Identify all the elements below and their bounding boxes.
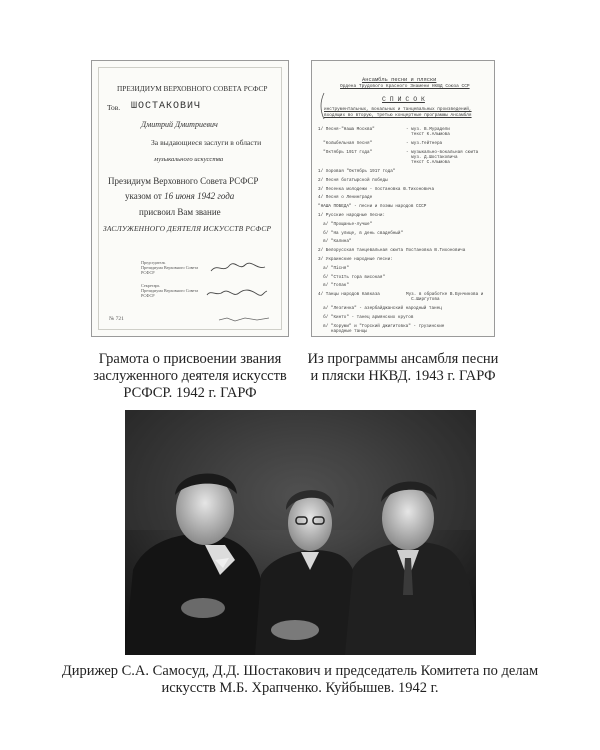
caption-line: Из программы ансамбля песни — [307, 351, 499, 367]
photo-caption — [60, 663, 540, 697]
program-entry: в/ "Калина" — [318, 239, 352, 245]
program-entry-credit: - музыкально-вокальная сюита муз. Д.Шостаковича текст С.Алымова — [406, 149, 479, 166]
certificate-awarded: присвоил Вам звание — [139, 207, 221, 217]
certificate-header: ПРЕЗИДИУМ ВЕРХОВНОГО СОВЕТА РСФСР — [117, 84, 268, 93]
certificate-presidium: Президиум Верховного Совета РСФСР — [108, 176, 259, 186]
program-entry: "Колыбельная песня" — [318, 141, 373, 146]
program-entries — [318, 127, 492, 332]
program-entry-credit: - муз. В.Мурадели текст К.Алымова — [406, 127, 450, 138]
program-entry: б/ "На улице, в день свадебный" — [318, 230, 404, 236]
certificate-frame — [98, 67, 282, 330]
caption-line: Грамота о присвоении звания — [98, 351, 282, 367]
certificate-merit: За выдающиеся заслуги в области — [151, 138, 262, 147]
program-header-line2: Ордена Трудового Красного Знамени НКВД Союза ССР — [340, 84, 470, 89]
certificate-decree — [125, 191, 234, 201]
program-entry: 3/ Украинские народные песни: — [318, 257, 393, 262]
caption-line: искусств М.Б. Храпченко. Куйбышев. 1942 г. — [161, 680, 439, 696]
certificate-chair-label: Председатель Президиума Верховного Совета РСФСР — [141, 260, 199, 275]
chair-signature — [209, 261, 269, 275]
program-entry: 1/ Русские народные песни: — [318, 213, 386, 218]
group-photograph — [125, 410, 476, 655]
secretary-signature — [205, 286, 269, 300]
certificate-salutation: Тов. — [107, 103, 121, 112]
program-entry: а/ "Прощанье-лучше" — [318, 221, 373, 227]
caption-line: РСФСР. 1942 г. ГАРФ — [123, 385, 257, 401]
caption-line: заслуженного деятеля искусств — [93, 368, 287, 384]
program-entry: б/ "Кинто" - танец армянских кругов — [318, 315, 414, 320]
date-scrawl — [217, 314, 277, 324]
program-entry: 3/ Песенка молодежи - постановка Ю.Тихоновича — [318, 186, 435, 192]
program-document — [311, 60, 495, 337]
program-entry-credit: Муз. в обработке В.Бунчикова и С.Ширгутова — [406, 292, 484, 303]
certificate-title: ЗАСЛУЖЕННОГО ДЕЯТЕЛЯ ИСКУССТВ РСФСР — [103, 224, 272, 233]
program-entry: б/ "Стоїть гора високая" — [318, 274, 386, 280]
program-entry: в/ "Хоруми" и "Горский джигитовка" - грузинские народные танцы — [323, 323, 445, 334]
certificate-name: Дмитрий Дмитриевич — [141, 120, 218, 129]
certificate-surname: ШОСТАКОВИЧ — [131, 101, 202, 112]
program-entry: 4/ Песня о Ленинграде — [318, 195, 373, 201]
program-header-line1: Ансамбль песни и пляски — [362, 77, 437, 83]
certificate-field: музыкального искусства — [154, 156, 224, 163]
program-entry: "НАША ПОБЕДА" - песни и поэмы народов СССР — [318, 204, 427, 210]
program-entry: 2/ Белорусская танцевальная сюита — [318, 248, 404, 254]
program-entry: 2/ Песня богатырской победы — [318, 177, 388, 183]
caption-line: Дирижер С.А. Самосуд, Д.Д. Шостакович и председатель Комитета по делам — [61, 663, 539, 679]
program-entry-credit: - муз.Гейтнера — [406, 141, 443, 146]
program-title: С П И С О К — [382, 96, 425, 103]
program-entry: а/ "Пісня" — [318, 265, 349, 271]
decree-date: 16 июня 1942 года — [164, 191, 235, 201]
program-entry: в/ "Гопак" — [318, 283, 349, 289]
program-entry: а/ "Лезгинка" - азербайджанский народный танец — [318, 306, 442, 312]
decree-prefix: указом от — [125, 191, 162, 201]
program-entry: 4/ Танцы народов Кавказа — [318, 292, 380, 298]
caption-line: и пляски НКВД. 1943 г. ГАРФ — [310, 368, 496, 384]
certificate-document — [91, 60, 289, 337]
program-subtitle-line2: входящих во вторую, третью концертные программы Ансамбля — [324, 113, 472, 118]
certificate-number: № 721 — [109, 316, 124, 322]
program-entry: 1/ Песня-"Наша Москва" — [318, 127, 375, 132]
bracket-mark — [316, 91, 326, 121]
certificate-caption — [90, 351, 290, 402]
photo-image — [125, 410, 476, 655]
certificate-secretary-label: Секретарь Президиума Верховного Совета РСФСР — [141, 283, 199, 298]
program-entry: "Октябрь 1917 года" — [318, 149, 373, 155]
program-entry: 1/ Хоровая "Октябрь 1917 года" — [318, 169, 396, 174]
program-entry-credit: Постановка Ю.Тихоновича — [406, 248, 466, 254]
program-subtitle-line1: инструментальных, вокальных и танцевальных произведений, — [324, 107, 472, 112]
program-caption — [305, 351, 501, 385]
